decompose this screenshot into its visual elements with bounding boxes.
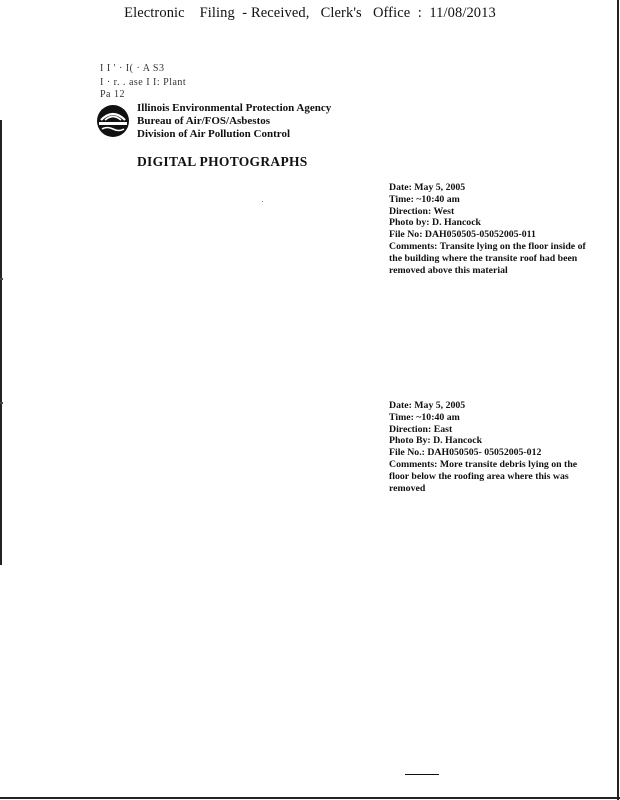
caption-comments-line: removed: [389, 482, 426, 494]
scan-speck: [262, 201, 263, 202]
caption-comments-line: floor below the roofing area where this was: [389, 470, 569, 482]
section-title: DIGITAL PHOTOGRAPHS: [137, 154, 308, 169]
caption-photo-by: Photo by: D. Hancock: [389, 217, 481, 229]
reference-line-3: Pa 12: [100, 89, 125, 100]
reference-line-1: I I ' · I( · A S3: [100, 63, 165, 74]
scan-mark: [0, 278, 3, 280]
caption-file-no: File No.: DAH050505- 05052005-012: [389, 447, 542, 459]
agency-division: Division of Air Pollution Control: [137, 128, 291, 140]
agency-block: [137, 102, 331, 141]
illinois-epa-seal-icon: [96, 104, 130, 138]
scan-border-right: [617, 0, 619, 800]
filing-header: Electronic Filing - Received, Clerk's Office : 11/08/2013: [124, 5, 496, 21]
agency-name: Illinois Environmental Protection Agency: [137, 102, 332, 114]
photo-caption-2: [389, 400, 617, 494]
photo-caption-1: [389, 182, 617, 276]
caption-date: Date: May 5, 2005: [389, 182, 466, 193]
scan-border-left: [0, 120, 2, 565]
caption-comments-line: the building where the transite roof had been: [389, 252, 578, 264]
agency-bureau: Bureau of Air/FOS/Asbestos: [137, 115, 271, 127]
scan-mark: [0, 402, 3, 404]
caption-file-no: File No: DAH050505-05052005-011: [389, 229, 536, 241]
caption-comments-line: Comments: Transite lying on the floor inside of: [389, 240, 586, 252]
caption-date: Date: May 5, 2005: [389, 400, 466, 411]
caption-comments-line: Comments: More transite debris lying on the: [389, 458, 578, 470]
caption-photo-by: Photo By: D. Hancock: [389, 435, 483, 447]
caption-time: Time: ~10:40 am: [389, 411, 460, 423]
caption-direction: Direction: West: [389, 205, 455, 217]
caption-direction: Direction: East: [389, 423, 453, 435]
caption-comments-line: removed above this material: [389, 264, 508, 276]
footer-line: [405, 774, 439, 775]
scan-border-bottom: [0, 797, 620, 799]
caption-time: Time: ~10:40 am: [389, 193, 460, 205]
reference-line-2: I · r. . ase I I: Plant: [100, 77, 187, 88]
